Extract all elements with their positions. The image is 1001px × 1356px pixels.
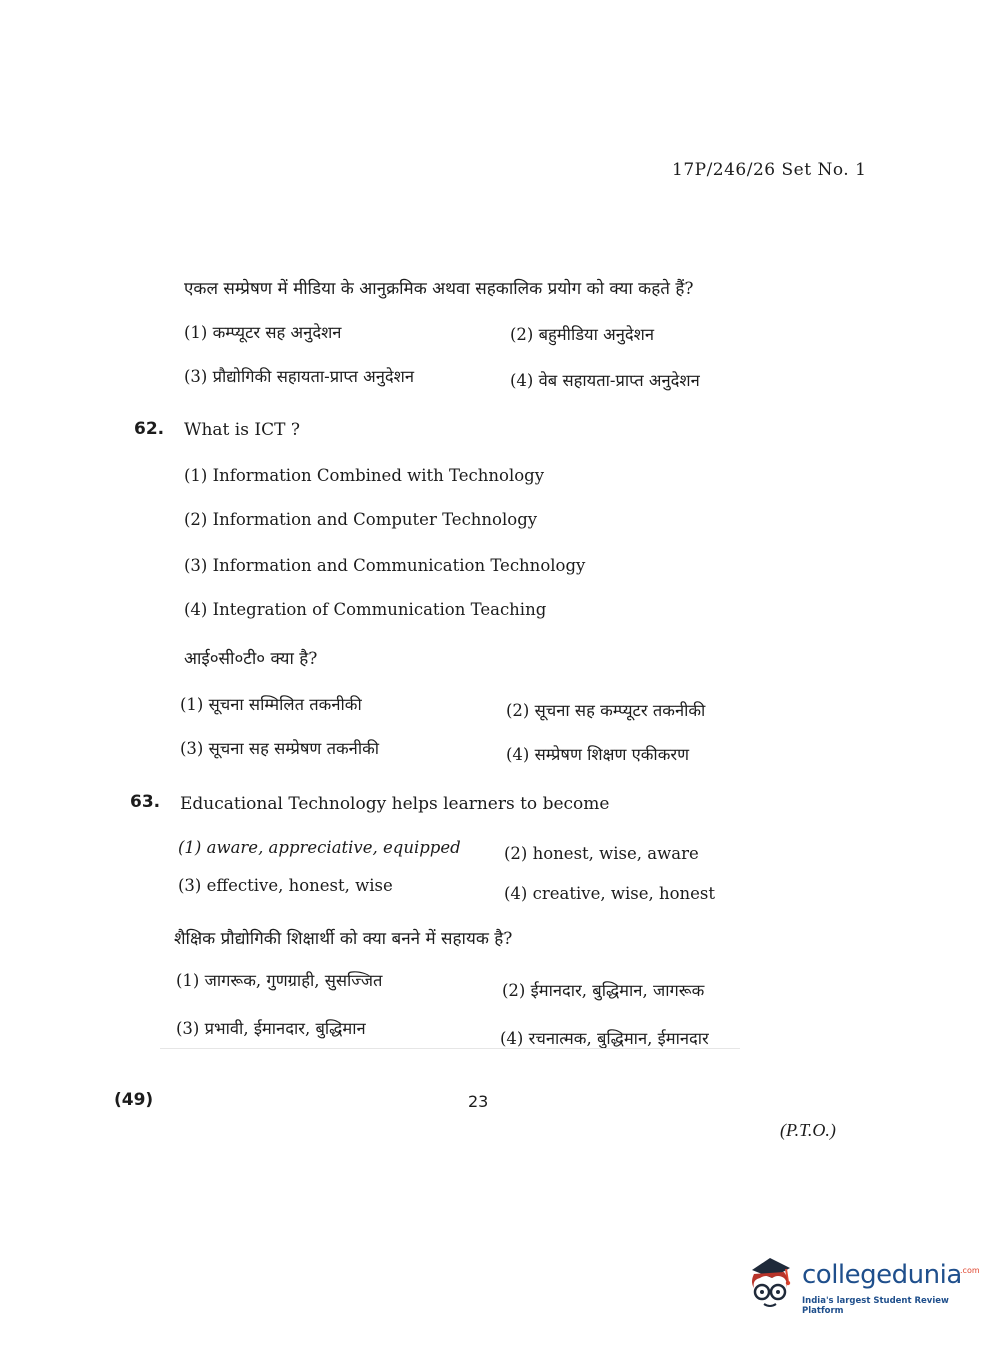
- collegedunia-logo: [742, 1252, 980, 1316]
- q62-option-2: (2) Information and Computer Technology: [184, 510, 538, 529]
- logo-tagline: India's largest Student Review Platform: [802, 1296, 949, 1316]
- q62-hindi-option-4: (4) सम्प्रेषण शिक्षण एकीकरण: [506, 745, 690, 764]
- q63-hindi-question: शैक्षिक प्रौद्योगिकी शिक्षार्थी को क्या बनने में सहायक है?: [174, 929, 513, 949]
- q62-hindi-question: आई०सी०टी० क्या है?: [184, 649, 318, 669]
- q63-option-2: (2) honest, wise, aware: [504, 844, 699, 863]
- q62-hindi-option-1: (1) सूचना सम्मिलित तकनीकी: [180, 695, 362, 714]
- q63-option-4: (4) creative, wise, honest: [504, 884, 716, 903]
- set-number: 17P/246/26 Set No. 1: [672, 160, 867, 180]
- q62-hindi-option-2: (2) सूचना सह कम्प्यूटर तकनीकी: [506, 701, 706, 720]
- q61-hindi-option-1: (1) कम्प्यूटर सह अनुदेशन: [184, 323, 342, 342]
- q63-hindi-option-4: (4) रचनात्मक, बुद्धिमान, ईमानदार: [500, 1029, 709, 1048]
- logo-tld: .com: [960, 1266, 980, 1275]
- logo-wordmark: collegedunia: [802, 1260, 962, 1290]
- footer-code: (49): [114, 1090, 154, 1110]
- q61-hindi-option-2: (2) बहुमीडिया अनुदेशन: [510, 325, 655, 344]
- q62-number: 62.: [134, 419, 165, 439]
- q61-hindi-option-3: (3) प्रौद्योगिकी सहायता-प्राप्त अनुदेशन: [184, 367, 415, 386]
- q63-hindi-option-3: (3) प्रभावी, ईमानदार, बुद्धिमान: [176, 1019, 366, 1038]
- q63-hindi-option-1: (1) जागरूक, गुणग्राही, सुसज्जित: [176, 971, 383, 990]
- q61-hindi-option-4: (4) वेब सहायता-प्राप्त अनुदेशन: [510, 371, 700, 390]
- q63-hindi-option-2: (2) ईमानदार, बुद्धिमान, जागरूक: [502, 981, 705, 1000]
- q62-hindi-option-3: (3) सूचना सह सम्प्रेषण तकनीकी: [180, 739, 380, 758]
- pto-label: (P.T.O.): [780, 1120, 836, 1140]
- mascot-icon: [742, 1252, 800, 1312]
- q63-option-1: (1) aware, appreciative, equipped: [178, 838, 461, 857]
- q63-option-3: (3) effective, honest, wise: [178, 876, 393, 895]
- q62-option-4: (4) Integration of Communication Teaching: [184, 600, 547, 619]
- q63-number: 63.: [130, 792, 161, 812]
- q62-question: What is ICT ?: [184, 420, 300, 440]
- q62-option-3: (3) Information and Communication Technology: [184, 556, 586, 575]
- divider: [160, 1048, 740, 1049]
- q61-hindi-question: एकल सम्प्रेषण में मीडिया के आनुक्रमिक अथवा सहकालिक प्रयोग को क्या कहते हैं?: [184, 279, 694, 299]
- q63-question: Educational Technology helps learners to become: [180, 794, 610, 814]
- q62-option-1: (1) Information Combined with Technology: [184, 466, 545, 485]
- page-number: 23: [468, 1092, 489, 1111]
